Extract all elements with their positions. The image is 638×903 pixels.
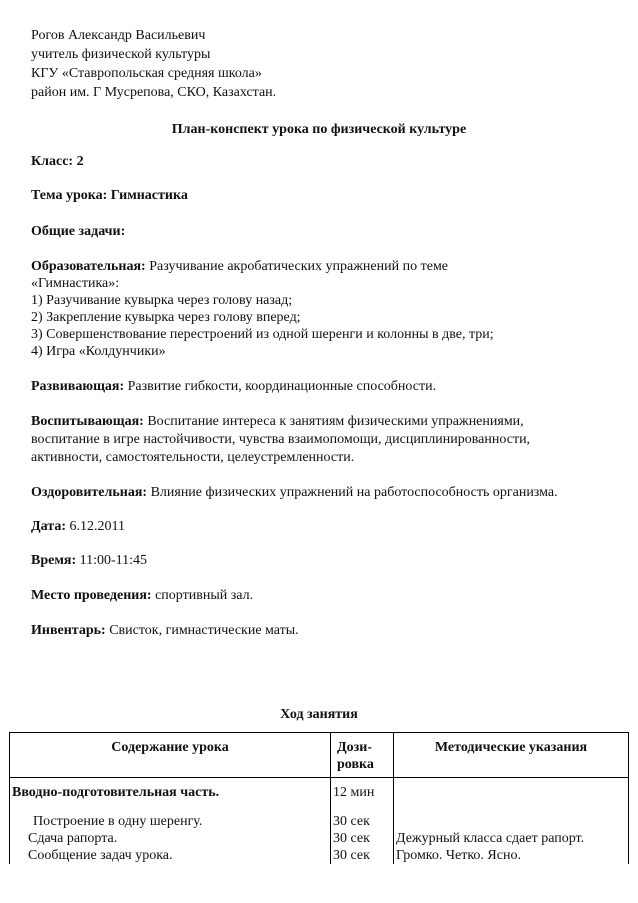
- row-notes: Громко. Четко. Ясно.: [394, 847, 629, 864]
- time-value: 11:00-11:45: [79, 553, 148, 568]
- educational-item: 3) Совершенствование перестроений из одной шеренги и колонны в две, три;: [31, 327, 494, 342]
- region: район им. Г Мусрепова, СКО, Казахстан.: [31, 85, 277, 100]
- educational-text-cont: «Гимнастика»:: [31, 276, 120, 291]
- row-content: Сообщение задач урока.: [10, 847, 331, 864]
- row-content: Вводно-подготовительная часть.: [10, 778, 331, 802]
- row-content: Сдача рапорта.: [10, 830, 331, 847]
- general-tasks-heading: Общие задачи:: [31, 224, 126, 239]
- header-dose-line2: ровка: [337, 757, 374, 772]
- author-name: Рогов Александр Васильевич: [31, 28, 206, 43]
- header-dose-line1: Дози-: [337, 740, 372, 755]
- educational-item: 1) Разучивание кувырка через голову назад;: [31, 293, 293, 308]
- place-label: Место проведения:: [31, 588, 152, 603]
- document-title: План-конспект урока по физической культуре: [171, 122, 467, 137]
- health-label: Оздоровительная:: [31, 485, 148, 500]
- upbringing-text: Воспитание интереса к занятиям физическими упражнениями,: [147, 414, 524, 429]
- row-dose: 30 сек: [331, 830, 394, 847]
- upbringing-text-cont: воспитание в игре настойчивости, чувства взаимопомощи, дисциплинированности,: [31, 432, 531, 447]
- table-header-row: [10, 733, 629, 778]
- health-task: [31, 484, 558, 502]
- upbringing-label: Воспитывающая:: [31, 414, 144, 429]
- developing-text: Развитие гибкости, координационные способности.: [127, 379, 437, 394]
- row-notes: [394, 778, 629, 802]
- time-label: Время:: [31, 553, 77, 568]
- lesson-plan-table: [9, 732, 629, 864]
- table-row: [10, 830, 629, 847]
- lesson-place: [31, 587, 253, 605]
- developing-label: Развивающая:: [31, 379, 125, 394]
- table-row: [10, 813, 629, 830]
- equipment-value: Свисток, гимнастические маты.: [109, 623, 299, 638]
- date-label: Дата:: [31, 519, 66, 534]
- grade: Класс: 2: [31, 154, 84, 169]
- educational-item: 4) Игра «Колдунчики»: [31, 344, 166, 359]
- upbringing-task: [31, 413, 524, 431]
- row-dose: 30 сек: [331, 813, 394, 830]
- row-content: Построение в одну шеренгу.: [10, 813, 331, 830]
- lesson-time: [31, 552, 147, 570]
- lesson-topic: Тема урока: Гимнастика: [31, 188, 188, 203]
- header-dose: [331, 733, 394, 778]
- author-position: учитель физической культуры: [31, 47, 211, 62]
- developing-task: [31, 378, 436, 396]
- table-row: [10, 778, 629, 802]
- row-notes: [394, 813, 629, 830]
- table-spacer-row: [10, 801, 629, 813]
- educational-item: 2) Закрепление кувырка через голову вперед;: [31, 310, 301, 325]
- row-dose: 12 мин: [331, 778, 394, 802]
- place-value: спортивный зал.: [155, 588, 254, 603]
- lesson-plan-heading: Ход занятия: [280, 707, 358, 722]
- lesson-equipment: [31, 622, 299, 640]
- table-row: [10, 847, 629, 864]
- equipment-label: Инвентарь:: [31, 623, 106, 638]
- lesson-date: [31, 518, 125, 536]
- school-name: КГУ «Ставропольская средняя школа»: [31, 66, 262, 81]
- row-notes: Дежурный класса сдает рапорт.: [394, 830, 629, 847]
- header-content: Содержание урока: [10, 733, 331, 778]
- health-text: Влияние физических упражнений на работоспособность организма.: [150, 485, 558, 500]
- row-dose: 30 сек: [331, 847, 394, 864]
- educational-text: Разучивание акробатических упражнений по теме: [149, 259, 449, 274]
- educational-task: [31, 258, 448, 276]
- upbringing-text-cont: активности, самостоятельности, целеустремленности.: [31, 450, 355, 465]
- date-value: 6.12.2011: [69, 519, 125, 534]
- header-notes: Методические указания: [394, 733, 629, 778]
- educational-label: Образовательная:: [31, 259, 146, 274]
